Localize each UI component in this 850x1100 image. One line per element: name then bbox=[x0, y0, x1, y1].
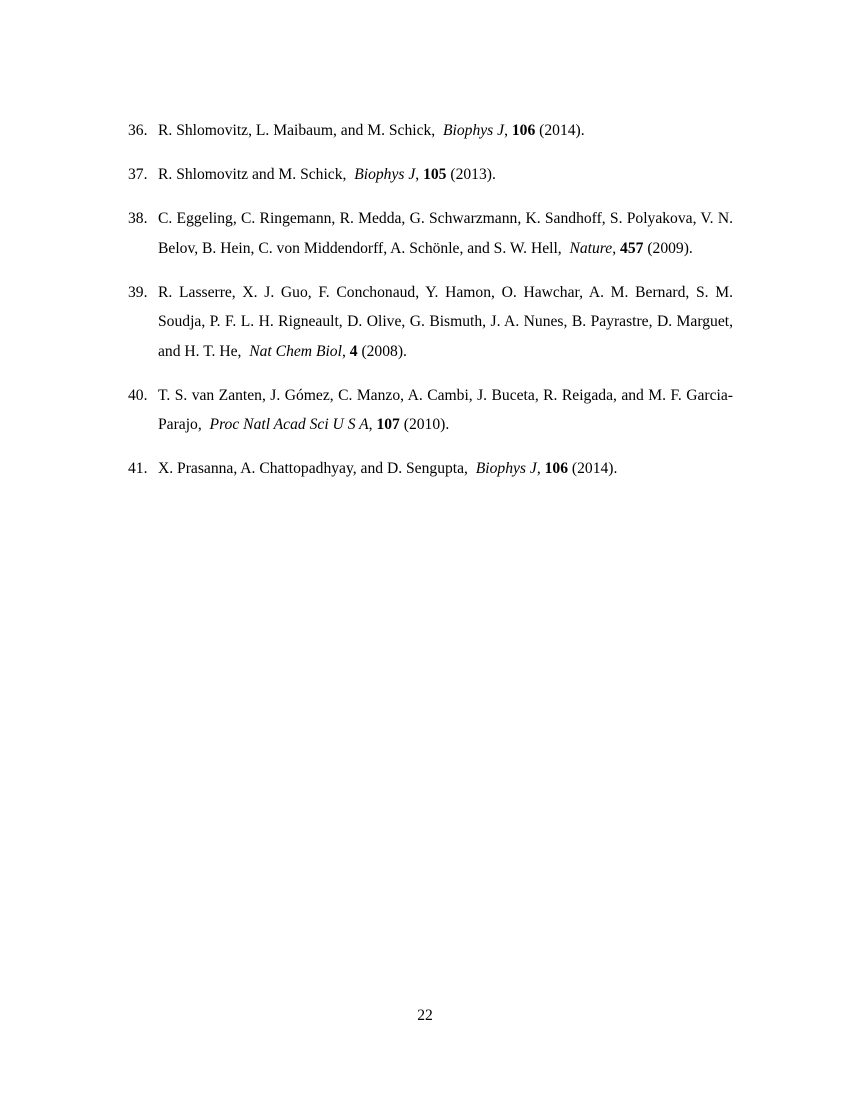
reference-journal: Biophys J bbox=[354, 166, 416, 183]
reference-year: (2014). bbox=[539, 122, 585, 139]
page-number: 22 bbox=[417, 1007, 433, 1024]
reference-number: 36. bbox=[128, 122, 148, 139]
reference-authors: R. Shlomovitz, L. Maibaum, and M. Schick, bbox=[158, 122, 436, 139]
reference-number: 40. bbox=[128, 386, 148, 404]
reference-number: 41. bbox=[128, 460, 148, 477]
reference-volume: 105 bbox=[423, 166, 447, 183]
reference-volume: 107 bbox=[376, 416, 400, 433]
reference-volume: 457 bbox=[620, 239, 644, 257]
reference-number: 37. bbox=[128, 166, 148, 183]
reference-item: 39. R. Lasserre, X. J. Guo, F. Conchonaud, Y. Hamon, O. Hawchar, A. M. Bernard, S. M. Soudja, P. F. L. H. Rigneault, D. Olive, G. Bismuth, J. A. Nunes, B. Payrastre, D. Marguet, and H. T. He, Nat Chem Biol, 4 (2008). bbox=[128, 278, 733, 367]
reference-item: 40. T. S. van Zanten, J. Gómez, C. Manzo, A. Cambi, J. Buceta, R. Reigada, and M. F. Garcia-Parajo, Proc Natl Acad Sci U S A, 107 (2010). bbox=[128, 381, 733, 440]
reference-journal: Biophys J bbox=[475, 460, 537, 477]
reference-authors: T. S. van Zanten, J. Gómez, C. Manzo, A. Cambi, J. Buceta, R. Reigada, and M. F. Garcia-Parajo, bbox=[158, 386, 733, 433]
reference-item: 37. R. Shlomovitz and M. Schick, Biophys J, 105 (2013). bbox=[128, 160, 733, 190]
reference-authors: C. Eggeling, C. Ringemann, R. Medda, G. Schwarzmann, K. Sandhoff, S. Polyakova, V. N. Belov, B. Hein, C. von Middendorff, A. Schönle, and S. W. Hell, bbox=[158, 210, 733, 257]
reference-volume: 4 bbox=[349, 342, 358, 360]
reference-item: 38. C. Eggeling, C. Ringemann, R. Medda, G. Schwarzmann, K. Sandhoff, S. Polyakova, V. N. Belov, B. Hein, C. von Middendorff, A. Schönle, and S. W. Hell, Nature, 457 (2009). bbox=[128, 204, 733, 263]
reference-authors: X. Prasanna, A. Chattopadhyay, and D. Sengupta, bbox=[158, 460, 468, 477]
reference-journal: Proc Natl Acad Sci U S A bbox=[209, 416, 369, 433]
reference-number: 39. bbox=[128, 283, 148, 301]
reference-year: (2008). bbox=[361, 342, 407, 360]
reference-journal: Nature bbox=[569, 239, 613, 257]
reference-volume: 106 bbox=[544, 460, 568, 477]
reference-number: 38. bbox=[128, 210, 148, 227]
reference-journal: Nat Chem Biol bbox=[249, 342, 342, 360]
reference-year: (2009). bbox=[647, 239, 693, 257]
reference-journal: Biophys J bbox=[443, 122, 505, 139]
reference-item: 36. R. Shlomovitz, L. Maibaum, and M. Schick, Biophys J, 106 (2014). bbox=[128, 116, 733, 146]
reference-year: (2010). bbox=[403, 416, 450, 433]
reference-item: 41. X. Prasanna, A. Chattopadhyay, and D. Sengupta, Biophys J, 106 (2014). bbox=[128, 454, 733, 484]
reference-list bbox=[128, 116, 733, 498]
reference-authors: R. Shlomovitz and M. Schick, bbox=[158, 166, 347, 183]
reference-year: (2013). bbox=[450, 166, 496, 183]
reference-volume: 106 bbox=[511, 122, 536, 139]
reference-year: (2014). bbox=[571, 460, 618, 477]
reference-authors: R. Lasserre, X. J. Guo, F. Conchonaud, Y. Hamon, O. Hawchar, A. M. Bernard, S. M. Soudja, P. F. L. H. Rigneault, D. Olive, G. Bismuth, J. A. Nunes, B. Payrastre, D. Marguet, and H. T. He, bbox=[158, 283, 733, 360]
